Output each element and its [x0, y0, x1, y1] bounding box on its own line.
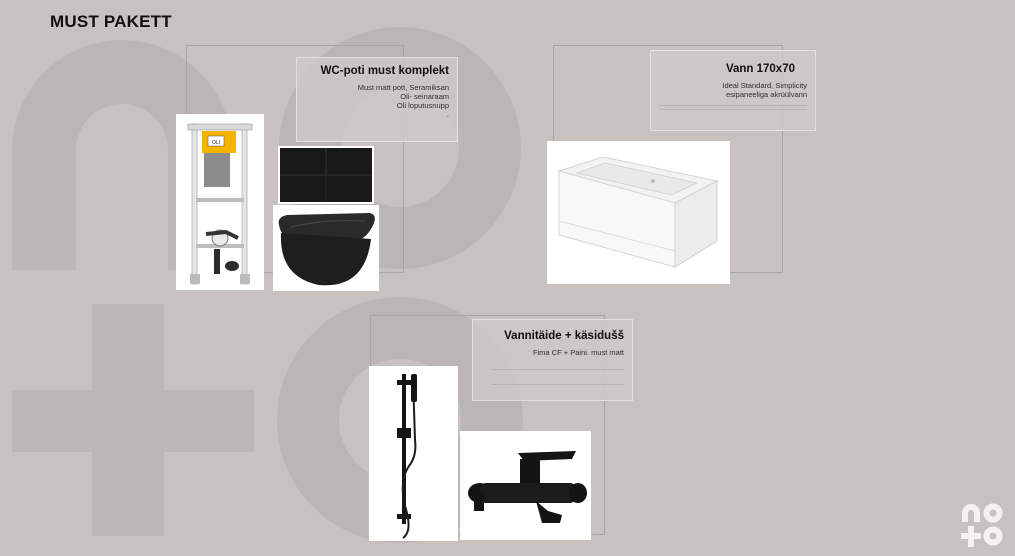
faucet-info-card	[472, 319, 633, 401]
wc-info-card	[296, 57, 458, 142]
svg-text:OLI: OLI	[211, 140, 221, 146]
wc-card-line: Oli loputusnupp	[396, 101, 449, 110]
black-wall-hung-toilet-image	[273, 205, 379, 291]
noto-logo-icon	[959, 502, 1007, 548]
black-flush-plate-image	[278, 146, 374, 204]
bath-card-divider	[659, 109, 807, 110]
page-title: MUST PAKETT	[50, 12, 172, 31]
faucet-card-divider	[491, 384, 624, 385]
black-shower-slide-rail-image	[369, 366, 458, 541]
wc-card-line: .	[446, 110, 449, 119]
faucet-card-line: Fima CF + Paini. must matt	[532, 348, 624, 357]
bath-card-line: Ideal Standard, Simplicity	[722, 81, 807, 90]
bath-card-title: Vann 170x70	[725, 63, 795, 75]
wc-card-line: Oli- seinaraam	[400, 92, 449, 101]
white-acrylic-bathtub-image	[547, 141, 730, 284]
faucet-card-divider	[491, 369, 624, 370]
black-bath-mixer-image	[460, 431, 591, 540]
bath-info-card	[650, 50, 816, 131]
wc-card-line: Must matt pott, Seramiksan	[357, 83, 449, 92]
wc-card-title: WC-poti must komplekt	[320, 65, 449, 77]
wc-installation-frame-image	[176, 114, 264, 290]
bath-card-line: esipaneeliga akrüülvann	[726, 90, 807, 99]
faucet-card-title: Vannitäide + käsidušš	[504, 330, 624, 342]
bath-card-divider	[659, 105, 807, 106]
